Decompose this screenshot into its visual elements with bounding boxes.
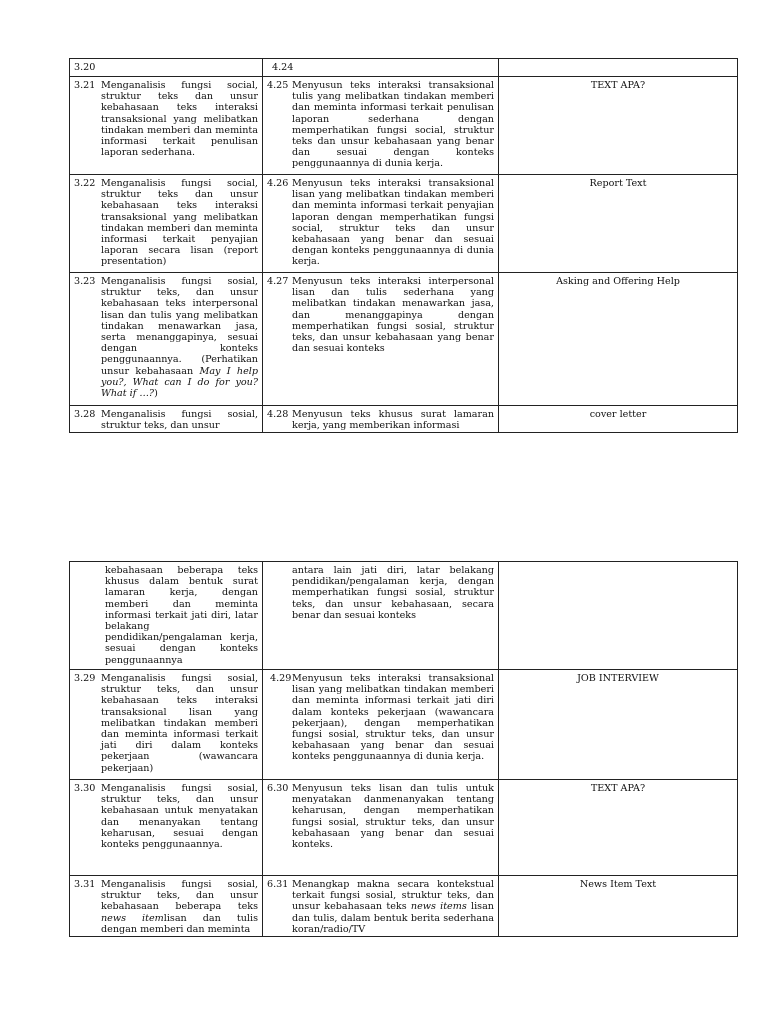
kd-text: Menganalisis fungsi sosial, struktur teks, dan unsur kebahasaan beberapa teks (101, 879, 258, 913)
material-label: cover letter (499, 406, 738, 433)
table-row (70, 175, 738, 273)
kd-cell (70, 273, 263, 406)
ki-cell (263, 175, 499, 273)
kd-cell (70, 59, 263, 77)
table-row (70, 562, 738, 670)
kd-text-rest: lisan dan tulis dengan memberi dan meminta (101, 912, 258, 935)
table-row (70, 876, 738, 937)
ki-cell (263, 59, 499, 77)
ki-text: Menyusun teks lisan dan tulis untuk menyatakan danmenanyakan tentang keharusan, dengan memperhatikan fungsi sosial, struktur teks, dan unsur kebahasaan yang benar dan sesuai konteks. (292, 783, 494, 851)
kd-number: 3.23 (74, 276, 96, 287)
kd-cell (70, 175, 263, 273)
curriculum-table-top (69, 58, 738, 433)
material-label: TEXT APA? (499, 780, 738, 876)
ki-text: Menyusun teks interaksi transaksional lisan yang melibatkan tindakan memberi dan meminta informasi terkait jati diri dalam konteks pekerjaan (wawancara pekerjaan), dengan memperhatikan fungsi sosial, struktur teks, dan unsur kebahasaan yang benar dan sesuai konteks penggunaannya di dunia kerja. (292, 673, 494, 763)
kd-number: 3.29 (74, 673, 96, 684)
kd-number: 3.28 (74, 409, 96, 420)
material-label: JOB INTERVIEW (499, 670, 738, 780)
ki-cell (263, 77, 499, 175)
ki-number: 6.30 (267, 783, 289, 794)
kd-text: Menganalisis fungsi social, struktur teks dan unsur kebahasaan teks interaksi transaksional yang melibatkan tindakan memberi dan meminta informasi terkait penyajian laporan secara lisan (report presentation) (101, 178, 258, 268)
kd-text: Menganalisis fungsi social, struktur teks dan unsur kebahasaan teks interaksi transaksional yang melibatkan tindakan memberi dan meminta informasi terkait penulisan laporan sederhana. (101, 80, 258, 159)
label-cell (499, 562, 738, 670)
label-cell (499, 59, 738, 77)
material-label: TEXT APA? (499, 77, 738, 175)
ki-text: Menyusun teks interaksi transaksional tulis yang melibatkan tindakan memberi dan meminta informasi terkait penulisan laporan sederhana dengan memperhatikan fungsi social, struktur teks dan unsur kebahasaan yang benar dan sesuai dengan konteks penggunaannya di dunia kerja. (292, 80, 494, 170)
table-row (70, 670, 738, 780)
kd-text: Menganalisis fungsi sosial, struktur teks, dan unsur kebahasaan teks interpersonal lisan dan tulis yang melibatkan tindakan menawarkan jasa, serta menanggapinya, sesuai dengan konteks penggunaannya. (Perhatikan unsur kebahasaan (101, 276, 258, 377)
kd-text: Menganalisis fungsi sosial, struktur teks, dan unsur (101, 409, 258, 432)
table-row (70, 77, 738, 175)
ki-text: Menyusun teks interaksi transaksional lisan yang melibatkan tindakan memberi dan meminta informasi terkait penyajian laporan dengan memperhatikan fungsi social, struktur teks dan unsur kebahasaan yang benar dan sesuai dengan konteks penggunaannya di dunia kerja. (292, 178, 494, 268)
material-label: News Item Text (499, 876, 738, 937)
kd-cell (70, 77, 263, 175)
ki-number: 4.26 (267, 178, 289, 189)
kd-cell (70, 562, 263, 670)
ki-number: 4.28 (267, 409, 289, 420)
table-row (70, 780, 738, 876)
ki-number: 4.29 (270, 673, 292, 684)
kd-cell (70, 780, 263, 876)
kd-number: 3.22 (74, 178, 96, 189)
kd-example-phrases: May I help you?, What can I do for you? What if …? (101, 365, 258, 400)
ki-cell (263, 876, 499, 937)
table-row (70, 273, 738, 406)
ki-text: Menangkap makna secara kontekstual terkait fungsi sosial, struktur teks, dan unsur kebahasaan teks (292, 879, 494, 913)
ki-cell (263, 406, 499, 433)
kd-number: 3.31 (74, 879, 96, 890)
ki-number: 6.31 (267, 879, 289, 890)
curriculum-table-bottom (69, 561, 738, 937)
ki-number: 4.24 (272, 62, 294, 73)
ki-cell (263, 670, 499, 780)
ki-cell (263, 273, 499, 406)
ki-cell (263, 562, 499, 670)
material-label: Asking and Offering Help (499, 273, 738, 406)
table-row (70, 406, 738, 433)
ki-text: Menyusun teks interaksi interpersonal lisan dan tulis sederhana yang melibatkan tindakan menawarkan jasa, dan menanggapinya dengan memperhatikan fungsi sosial, struktur teks, dan unsur kebahasaan yang benar dan sesuai konteks (292, 276, 494, 355)
kd-cell (70, 406, 263, 433)
material-label: Report Text (499, 175, 738, 273)
ki-number: 4.27 (267, 276, 289, 287)
kd-text: kebahasaan beberapa teks khusus dalam bentuk surat lamaran kerja, dengan memberi dan meminta informasi terkait jati diri, latar belakang pendidikan/pengalaman kerja, sesuai dengan konteks penggunaannya (105, 565, 258, 666)
kd-number: 3.21 (74, 80, 96, 91)
kd-text: Menganalisis fungsi sosial, struktur teks, dan unsur kebahasaan untuk menyatakan dan menanyakan tentang keharusan, sesuai dengan konteks penggunaannya. (101, 783, 258, 851)
ki-text: Menyusun teks khusus surat lamaran kerja, yang memberikan informasi (292, 409, 494, 432)
kd-number: 3.30 (74, 783, 96, 794)
table-row (70, 59, 738, 77)
kd-text-close: ) (154, 388, 158, 400)
kd-italic-term: news item (101, 912, 164, 924)
ki-text: antara lain jati diri, latar belakang pendidikan/pengalaman kerja, dengan memperhatikan fungsi sosial, struktur teks, dan unsur kebahasaan, secara benar dan sesuai konteks (292, 565, 494, 621)
ki-number: 4.25 (267, 80, 289, 91)
ki-text-rest: lisan dan tulis, dalam bentuk berita sederhana koran/radio/TV (292, 901, 494, 935)
kd-cell (70, 876, 263, 937)
ki-italic-term: news items (410, 901, 467, 913)
ki-cell (263, 780, 499, 876)
kd-number: 3.20 (74, 62, 96, 73)
kd-text: Menganalisis fungsi sosial, struktur teks, dan unsur kebahasaan teks interaksi transaksional lisan yang melibatkan tindakan memberi dan meminta informasi terkait jati diri dalam konteks pekerjaan (wawancara pekerjaan) (101, 673, 258, 774)
kd-cell (70, 670, 263, 780)
